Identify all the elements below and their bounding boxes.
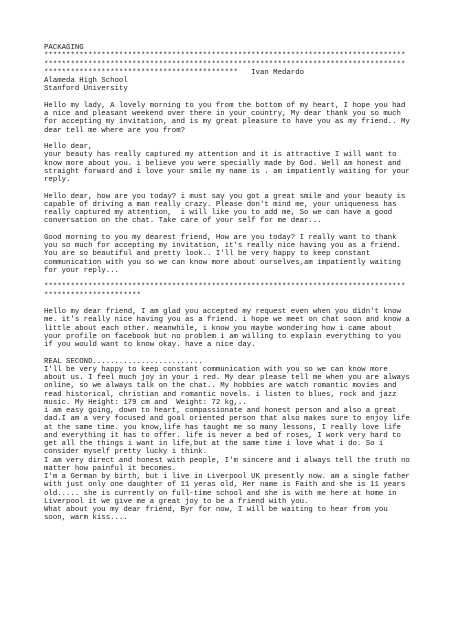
text-line: consider myself pretty lucky i think. — [44, 448, 208, 457]
text-line: read historical, christian and romantic novels. i listen to blues, rock and jazz — [44, 390, 397, 399]
text-line: straight forward and i love your smile my name is . am impatiently waiting for your — [44, 167, 410, 176]
text-line: capable of driving a man really crazy. Please don't mind me, your uniqueness has — [44, 200, 397, 209]
text-line: me. it's really nice having you as a friend. i hope we meet on chat soon and know a — [44, 316, 410, 325]
asterisk-rule: ********************************************************************************** — [44, 52, 406, 61]
text-line: dad.I am a very focused and goal oriented person that also makes sure to enjoy life — [44, 415, 410, 424]
text-line: dear tell me where are you from? — [44, 126, 186, 135]
text-line: at the same time. you know,life has taught me so many lessons, I really love life — [44, 423, 401, 432]
text-line: Good morning to you my dearest friend, How are you today? I really want to thank — [44, 233, 397, 242]
text-line: music. My Height: 179 cm and Weight: 72 kg,.. — [44, 398, 247, 407]
text-line: your profile on facebook but no problem i am willing to explain everything to you — [44, 332, 401, 341]
school-name: Stanford University — [44, 85, 128, 94]
text-line: for your reply... — [44, 266, 119, 275]
text-line: with just only one daughter of 11 yeras old, Her name is Faith and she is 11 years — [44, 481, 406, 490]
text-line: Hello dear, — [44, 143, 93, 151]
text-line: and everything it has to offer. life is never a bed of roses, I work very hard to — [44, 431, 401, 440]
text-line: I'll be very happy to keep constant communication with you so we can know more — [44, 365, 388, 374]
text-line: a nice and pleasant weekend over there in your country, My dear thank you so much — [44, 110, 401, 118]
text-line: old..... she is currently on full-time school and she is with me here at home in — [44, 489, 397, 498]
text-line: get all the things i want in life,but at the same time i love what i do. So i — [44, 440, 384, 448]
text-line: Liverpool it we give me a great joy to be a friend with you. — [44, 497, 309, 506]
document-header — [44, 44, 454, 77]
text-line: soon, warm kiss.... — [44, 514, 128, 523]
text-line: really captured my attention, i will like you to add me, So we can have a good — [44, 209, 393, 217]
text-line: reply. — [44, 176, 71, 184]
letter-paragraph — [44, 358, 454, 523]
school-name: Alameda High School — [44, 77, 128, 85]
letter-paragraph — [44, 143, 454, 184]
section-heading: REAL SECOND......................... — [44, 357, 203, 366]
asterisk-rule: ********************************************************************************** — [44, 60, 406, 69]
text-line: about us. I feel much joy in your i red. My dear please tell me when you are always — [44, 374, 410, 382]
text-line: Hello my dear friend, I am glad you accepted my request even when you didn't know — [44, 308, 401, 316]
text-line: Hello dear, how are you today? i must say you got a great smile and your beauty is — [44, 192, 406, 201]
text-line: if you would want to know okay. have a nice day. — [44, 341, 256, 349]
text-line: your beauty has really captured my attention and it is attractive I will want to — [44, 151, 397, 160]
text-line: i am easy going, down to heart, compassionate and honest person and also a great — [44, 407, 397, 415]
text-line: Hello my lady, A lovely morning to you from the bottom of my heart, I hope you had — [44, 101, 406, 110]
letter-paragraph — [44, 308, 454, 349]
text-line: conversation on the chat. Take care of your self for me dear... — [44, 217, 322, 226]
text-line: you so much for accepting my invitation, it's really nice having you as a friend. — [44, 242, 401, 250]
text-line: matter how painful it becomes. — [44, 464, 177, 473]
letter-paragraph — [44, 193, 454, 226]
asterisk-rule: ********************** — [44, 291, 141, 300]
text-line: online, so we always talk on the chat.. My hobbies are watch romantic movies and — [44, 382, 397, 391]
author-line: ******************************************** Ivan Medardo — [44, 68, 305, 77]
text-line: little about each other. meanwhile, i know you maybe wondering how i came about — [44, 324, 393, 333]
asterisk-rule: ********************************************************************************** — [44, 283, 406, 292]
school-block — [44, 77, 454, 94]
letter-paragraph — [44, 102, 454, 135]
asterisk-separator — [44, 283, 454, 300]
letter-paragraph — [44, 234, 454, 275]
document-title: PACKAGING — [44, 44, 84, 52]
text-line: I'm a German by birth, but i live in Liverpool UK presently now. am a single father — [44, 473, 410, 481]
text-line: know more about you. i believe you were specially made by God. Well am honest and — [44, 159, 401, 168]
text-line: for accepting my invitation, and is my great pleasure to have you as my friend.. My — [44, 118, 410, 127]
text-line: You are so beautiful and pretty look.. I'll be very happy to keep constant — [44, 250, 371, 259]
text-line: communication with you so we can know more about ourselves,am impatiently waiting — [44, 258, 401, 267]
text-line: What about you my dear friend, Byr for now, I will be waiting to hear from you — [44, 506, 388, 514]
text-line: I am very direct and honest with people, I'm sincere and i always tell the truth no — [44, 456, 410, 465]
